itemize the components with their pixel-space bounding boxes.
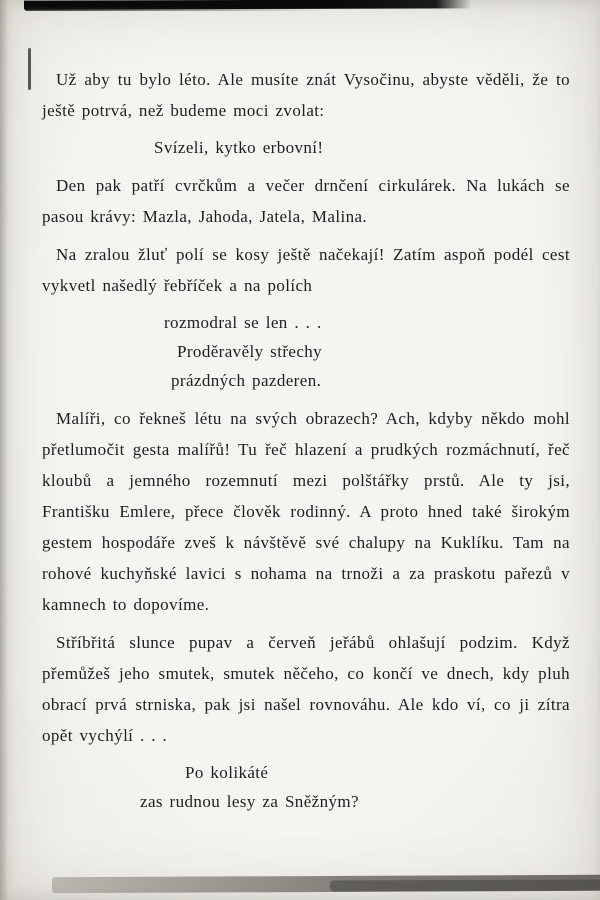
paragraph: Na zralou žluť polí se kosy ještě načekají! Zatím aspoň podél cest vykvetl našedlý řebříček a na polích <box>42 245 570 295</box>
scan-bottom-smudge <box>330 880 600 892</box>
paragraph: Malíři, co řekneš létu na svých obrazech? Ach, kdyby někdo mohl přetlumočit gesta malířů! Tu řeč hlazení a prudkých rozmáchnutí, řeč kloubů a jemného rozemnutí mezi polštářky prstů. Ale ty jsi, Františku Emlere, přece člověk rodinný. A proto hned také širokým gestem hospodáře zveš k návštěvě své chalupy na Kuklíku. Tam na rohové kuchyňské lavici s nohama na trnoži a za praskotu pařezů v kamnech to dopovíme. <box>42 409 570 614</box>
verse-line: Svízeli, kytko erbovní! <box>154 138 324 157</box>
scan-left-margin-mark <box>28 48 31 90</box>
verse-line: rozmodral se len . . . <box>164 313 322 332</box>
paragraph: Stříbřitá slunce pupav a červeň jeřábů ohlašují podzim. Když přemůžeš jeho smutek, smutek něčeho, co končí ve dnech, kdy pluh obrací prvá strniska, pak jsi našel rovnováhu. Ale kdo ví, co ji zítra opět vychýlí . . . <box>42 633 570 745</box>
verse-line: Proděravěly střechy <box>177 342 323 361</box>
verse-block <box>154 133 570 162</box>
verse-line: zas rudnou lesy za Sněžným? <box>140 792 359 811</box>
scan-edge-top-shadow <box>24 7 324 11</box>
paragraph: Den pak patří cvrčkům a večer drnčení cirkulárek. Na lukách se pasou krávy: Mazla, Jahoda, Jatela, Malina. <box>42 176 570 226</box>
text-column <box>42 64 570 824</box>
scan-left-edge-shade <box>0 0 8 900</box>
verse-line: Po kolikáté <box>185 763 269 782</box>
verse-block <box>140 758 570 816</box>
paragraph: Už aby tu bylo léto. Ale musíte znát Vysočinu, abyste věděli, že to ještě potrvá, než budeme moci zvolat: <box>42 70 570 120</box>
verse-block <box>164 308 570 395</box>
verse-line: prázdných pazderen. <box>171 371 322 390</box>
